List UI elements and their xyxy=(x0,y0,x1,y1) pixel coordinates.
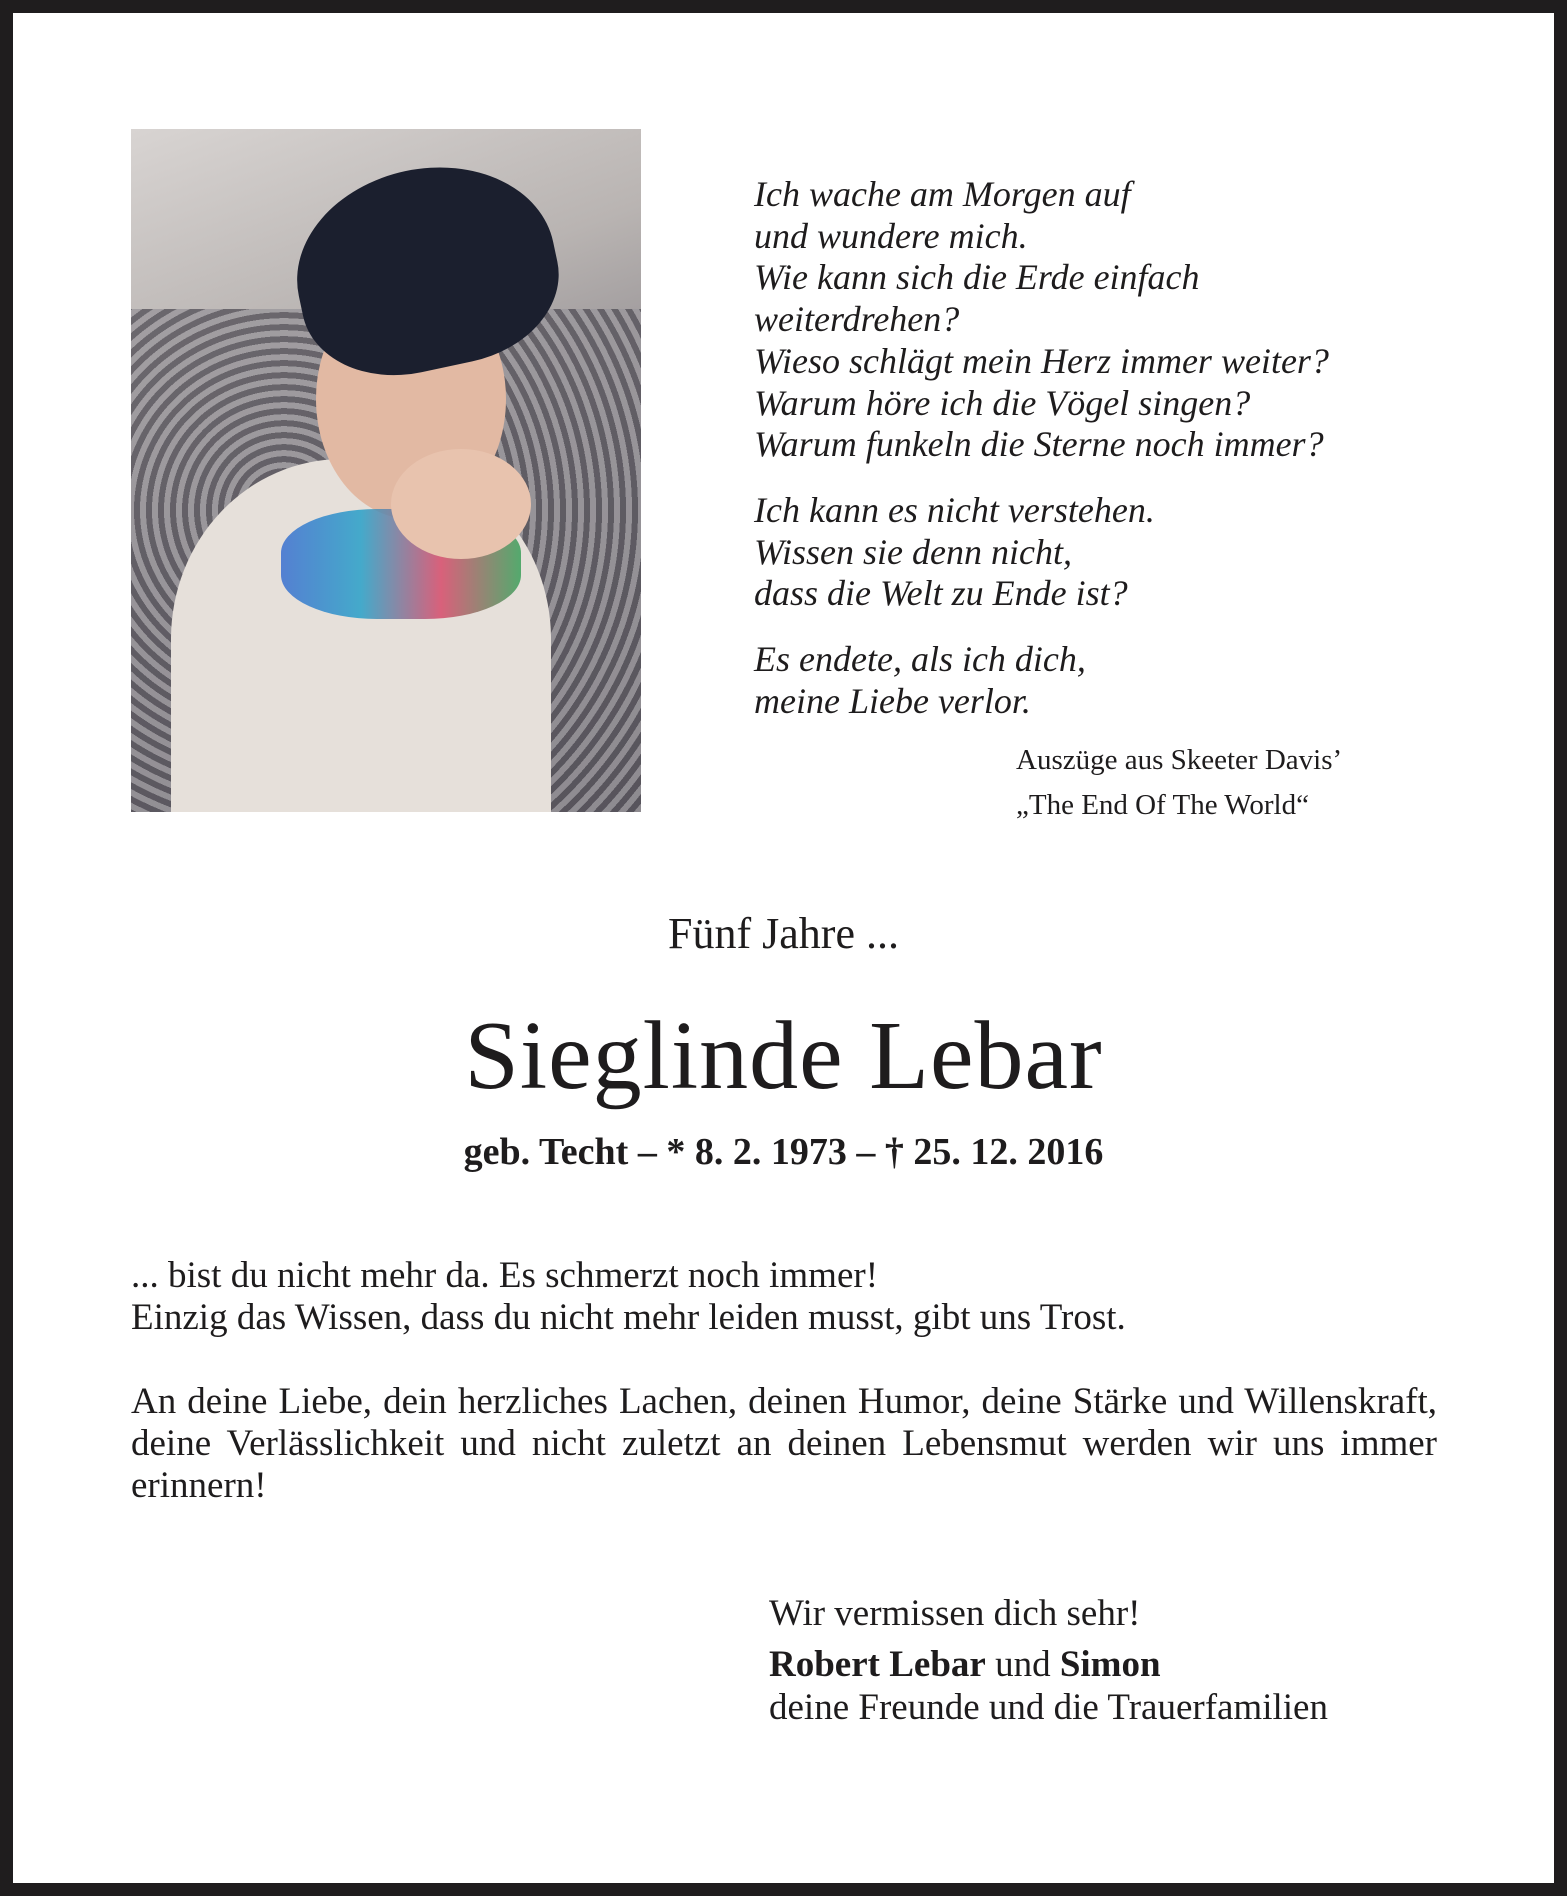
poem-stanza: Ich wache am Morgen auf und wundere mich. Wie kann sich die Erde einfach weiterdrehen? Wieso schlägt mein Herz immer weiter? Warum höre ich die Vögel singen? Warum funkeln die Sterne noch immer? xyxy=(754,174,1329,465)
body-text: ... bist du nicht mehr da. Es schmerzt noch immer! Einzig das Wissen, dass du nicht mehr leiden musst, gibt uns Trost. An deine Liebe, dein herzliches Lachen, deinen Humor, deine Stärke und Willenskraft, deine Verlässlichkeit und nicht zuletzt an deinen Lebensmut werden wir uns immer erinnern! xyxy=(131,1255,1437,1506)
poem-stanza: Ich kann es nicht verstehen. Wissen sie denn nicht, dass die Welt zu Ende ist? xyxy=(754,489,1155,614)
deceased-name: Sieglinde Lebar xyxy=(464,1002,1103,1110)
portrait-photo xyxy=(131,129,641,812)
memory-paragraph: An deine Liebe, dein herzliches Lachen, deinen Humor, deine Stärke und Willenskraft, deine Verlässlichkeit und nicht zuletzt an deinen Lebensmut werden wir uns immer erinnern! xyxy=(131,1381,1437,1506)
life-dates: geb. Techt – * 8. 2. 1973 – † 25. 12. 2016 xyxy=(463,1131,1104,1173)
poem-attribution: Auszüge aus Skeeter Davis’ „The End Of The World“ xyxy=(1016,744,1343,821)
signer-name: Robert Lebar xyxy=(769,1644,986,1685)
signer-name: Simon xyxy=(1059,1644,1161,1685)
closing-signature: Wir vermissen dich sehr! Robert Lebar und Simon deine Freunde und die Trauerfamilien xyxy=(769,1593,1328,1728)
poem xyxy=(754,174,1329,746)
intro-text: Fünf Jahre ... xyxy=(668,909,899,958)
poem-stanza: Es endete, als ich dich, meine Liebe verlor. xyxy=(754,639,1086,721)
